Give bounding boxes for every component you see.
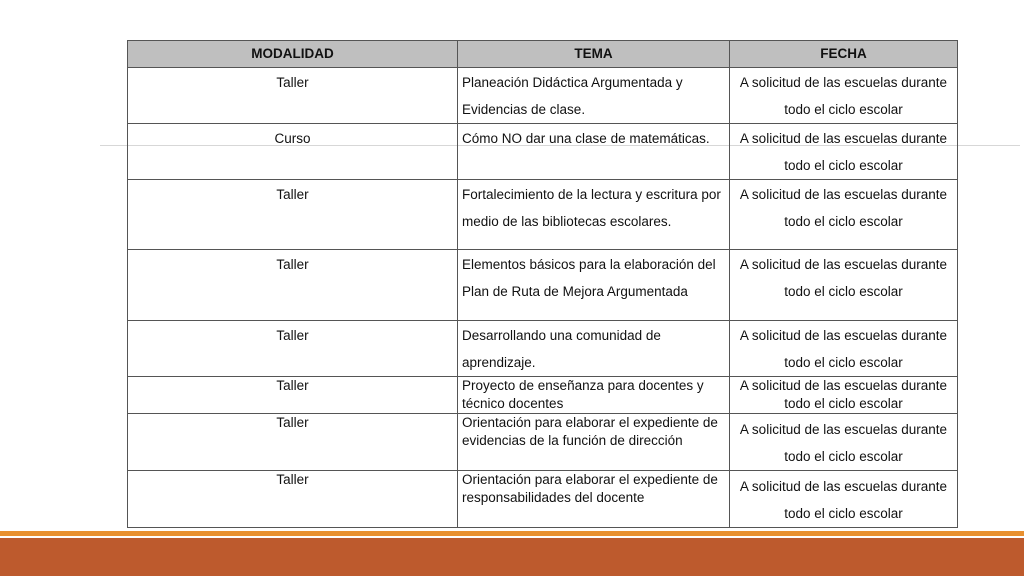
table-header-row (128, 41, 958, 68)
table-row (128, 321, 958, 377)
modalidad-cell: Taller (128, 68, 458, 124)
tema-cell (458, 250, 730, 321)
fecha-line: todo el ciclo escolar (784, 214, 903, 229)
table-row (128, 250, 958, 321)
tema-cell (458, 377, 730, 414)
table-row (128, 68, 958, 124)
fecha-line: A solicitud de las escuelas durante (739, 328, 948, 343)
fecha-line: A solicitud de las escuelas durante (739, 422, 948, 437)
fecha-cell (730, 250, 958, 321)
fecha-cell (730, 377, 958, 414)
modalidad-cell: Taller (128, 471, 458, 528)
tema-line: Elementos básicos para la elaboración del (462, 257, 716, 272)
tema-line: Planeación Didáctica Argumentada y (462, 75, 683, 90)
tema-cell (458, 68, 730, 124)
fecha-line: todo el ciclo escolar (784, 506, 903, 521)
courses-table (127, 40, 958, 528)
table-row (128, 377, 958, 414)
fecha-cell (730, 68, 958, 124)
tema-line: Desarrollando una comunidad de (462, 328, 661, 343)
tema-cell (458, 180, 730, 250)
tema-cell (458, 471, 730, 528)
tema-cell (458, 321, 730, 377)
fecha-line: A solicitud de las escuelas durante (739, 131, 948, 146)
header-fecha: FECHA (730, 41, 958, 68)
modalidad-cell: Taller (128, 180, 458, 250)
footer-accent-bar (0, 531, 1024, 536)
tema-line: Evidencias de clase. (462, 102, 586, 117)
table-row (128, 414, 958, 471)
modalidad-cell: Taller (128, 377, 458, 414)
fecha-line: A solicitud de las escuelas durante (739, 75, 948, 90)
tema-cell (458, 124, 730, 180)
modalidad-cell: Taller (128, 250, 458, 321)
header-tema: TEMA (458, 41, 730, 68)
tema-line: aprendizaje. (462, 355, 536, 370)
fecha-line: A solicitud de las escuelas durante (739, 479, 948, 494)
fecha-line: todo el ciclo escolar (784, 158, 903, 173)
table-row (128, 124, 958, 180)
modalidad-cell: Curso (128, 124, 458, 180)
fecha-cell (730, 414, 958, 471)
tema-line: Orientación para elaborar el expediente de (462, 472, 718, 487)
tema-cell (458, 414, 730, 471)
tema-line: Fortalecimiento de la lectura y escritura por (462, 187, 721, 202)
fecha-line: todo el ciclo escolar (784, 284, 903, 299)
tema-line: Orientación para elaborar el expediente de (462, 415, 718, 430)
footer-band (0, 538, 1024, 576)
header-modalidad: MODALIDAD (128, 41, 458, 68)
fecha-line: todo el ciclo escolar (784, 102, 903, 117)
tema-line: técnico docentes (462, 396, 564, 411)
fecha-line: todo el ciclo escolar (784, 449, 903, 464)
fecha-cell (730, 124, 958, 180)
tema-line: medio de las bibliotecas escolares. (462, 214, 672, 229)
tema-line: responsabilidades del docente (462, 490, 645, 505)
fecha-line: todo el ciclo escolar (784, 396, 903, 411)
modalidad-cell: Taller (128, 321, 458, 377)
fecha-line: A solicitud de las escuelas durante (739, 257, 948, 272)
fecha-line: todo el ciclo escolar (784, 355, 903, 370)
table-row (128, 180, 958, 250)
fecha-cell (730, 321, 958, 377)
modalidad-cell: Taller (128, 414, 458, 471)
fecha-cell (730, 180, 958, 250)
tema-line: Plan de Ruta de Mejora Argumentada (462, 284, 688, 299)
fecha-line: A solicitud de las escuelas durante (739, 187, 948, 202)
fecha-line: A solicitud de las escuelas durante (739, 378, 948, 393)
tema-line: Proyecto de enseñanza para docentes y (462, 378, 704, 393)
fecha-cell (730, 471, 958, 528)
tema-line: Cómo NO dar una clase de matemáticas. (462, 131, 710, 146)
table-row (128, 471, 958, 528)
tema-line: evidencias de la función de dirección (462, 433, 683, 448)
